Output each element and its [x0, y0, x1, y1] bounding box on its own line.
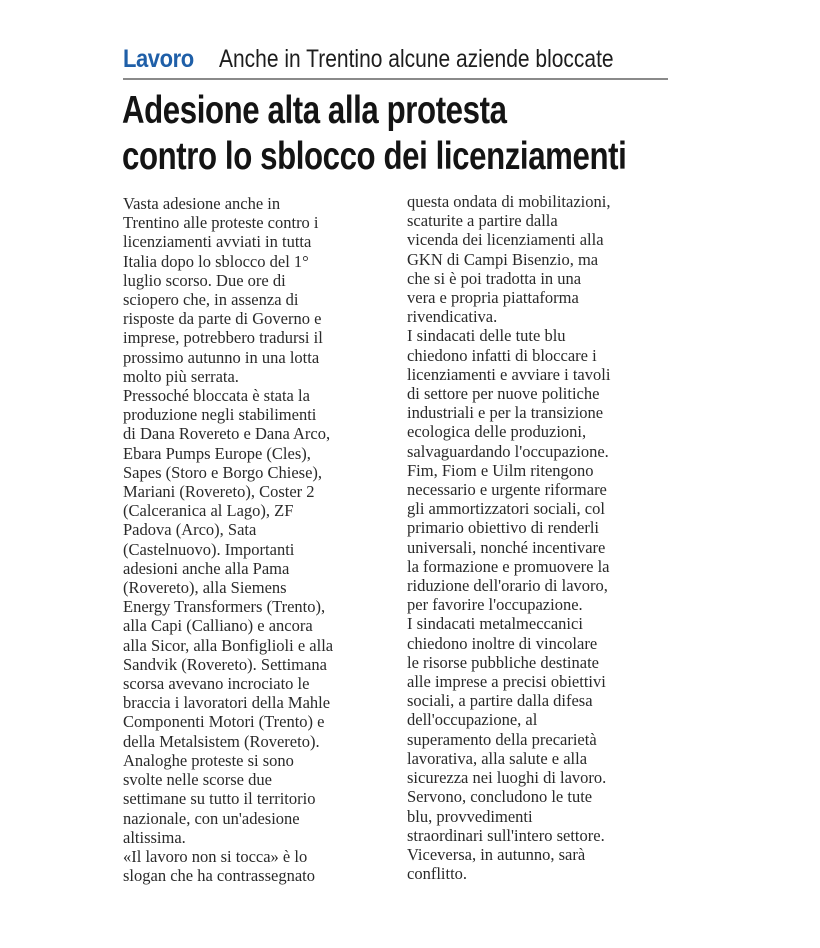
body-text-line: conflitto.	[407, 864, 468, 884]
body-text-line: (Calceranica al Lago), ZF	[123, 501, 294, 521]
body-text-line: svolte nelle scorse due	[123, 770, 272, 790]
body-text-line: Padova (Arco), Sata	[123, 520, 257, 540]
body-text-line: Vasta adesione anche in	[123, 194, 281, 213]
body-text-line: le risorse pubbliche destinate	[407, 652, 599, 672]
body-text-line: necessario e urgente riformare	[407, 480, 607, 500]
body-text-line: alle imprese a precisi obiettivi	[407, 672, 606, 692]
body-text-line: licenziamenti avviati in tutta	[123, 232, 312, 252]
body-text-line: Ebara Pumps Europe (Cles),	[123, 443, 311, 463]
body-text-line: I sindacati metalmeccanici	[407, 614, 583, 634]
body-text-line: questa ondata di mobilitazioni,	[407, 192, 611, 211]
body-text-line: luglio scorso. Due ore di	[123, 270, 286, 290]
body-text-line: Italia dopo lo sblocco del 1°	[123, 251, 309, 271]
body-text-line: imprese, potrebbero tradursi il	[123, 328, 323, 348]
body-text-line: di Dana Rovereto e Dana Arco,	[123, 424, 331, 444]
article-column-left	[123, 194, 393, 885]
body-text-line: alla Sicor, alla Bonfiglioli e alla	[123, 635, 334, 655]
body-text-line: settimane su tutto il territorio	[123, 789, 316, 809]
body-text-line: Trentino alle proteste contro i	[123, 213, 319, 233]
body-text-line: che si è poi tradotta in una	[407, 268, 582, 288]
body-text-line: straordinari sull'intero settore.	[407, 825, 605, 845]
body-text-line: salvaguardando l'occupazione.	[407, 441, 609, 461]
body-text-line: sicurezza nei luoghi di lavoro.	[407, 768, 607, 788]
body-text-line: la formazione e promuovere la	[407, 556, 610, 576]
article-column-right	[407, 192, 677, 883]
body-text-line: rivendicativa.	[407, 307, 498, 327]
body-text-line: primario obiettivo di renderli	[407, 518, 599, 538]
body-text-line: Componenti Motori (Trento) e	[123, 712, 325, 732]
body-text-line: scaturite a partire dalla	[407, 211, 558, 231]
body-text-line: Sandvik (Rovereto). Settimana	[123, 654, 327, 674]
body-text-line: della Metalsistem (Rovereto).	[123, 731, 320, 751]
body-text-line: dell'occupazione, al	[407, 710, 538, 730]
body-text-line: gli ammortizzatori sociali, col	[407, 499, 605, 519]
body-text-line: altissima.	[123, 827, 186, 847]
body-text-line: ecologica delle produzioni,	[407, 422, 587, 442]
body-text-line: (Castelnuovo). Importanti	[123, 539, 295, 559]
body-text-line: risposte da parte di Governo e	[123, 309, 322, 329]
body-text-line: braccia i lavoratori della Mahle	[123, 693, 331, 713]
body-text-line: (Rovereto), alla Siemens	[123, 578, 287, 598]
body-text-line: vicenda dei licenziamenti alla	[407, 230, 604, 250]
body-text-line: nazionale, con un'adesione	[123, 808, 300, 828]
body-text-line: vera e propria piattaforma	[407, 288, 579, 308]
body-text-line: prossimo autunno in una lotta	[123, 347, 320, 367]
body-text-line: GKN di Campi Bisenzio, ma	[407, 249, 599, 269]
article-headline	[122, 88, 682, 180]
body-text-line: di settore per nuove politiche	[407, 384, 600, 404]
body-text-line: Energy Transformers (Trento),	[123, 597, 326, 617]
body-text-line: superamento della precarietà	[407, 729, 597, 749]
body-text-line: universali, nonché incentivare	[407, 537, 606, 557]
kicker-bar	[123, 40, 668, 80]
body-text-line: Sapes (Storo e Borgo Chiese),	[123, 462, 323, 482]
body-text-line: chiedono inoltre di vincolare	[407, 633, 598, 653]
headline-line: Adesione alta alla protesta	[122, 89, 507, 132]
body-text-line: «Il lavoro non si tocca» è lo	[123, 846, 308, 866]
headline-line: contro lo sblocco dei licenziamenti	[122, 135, 627, 178]
body-text-line: adesioni anche alla Pama	[123, 558, 290, 578]
body-text-line: riduzione dell'orario di lavoro,	[407, 576, 608, 596]
body-text-line: per favorire l'occupazione.	[407, 595, 583, 615]
body-text-line: sociali, a partire dalla difesa	[407, 691, 593, 711]
body-text-line: lavorativa, alla salute e alla	[407, 748, 588, 768]
body-text-line: blu, provvedimenti	[407, 806, 533, 826]
body-text-line: I sindacati delle tute blu	[407, 326, 566, 346]
body-text-line: Mariani (Rovereto), Coster 2	[123, 482, 315, 502]
body-text-line: licenziamenti e avviare i tavoli	[407, 364, 611, 384]
body-text-line: chiedono infatti di bloccare i	[407, 345, 597, 365]
body-text-line: Fim, Fiom e Uilm ritengono	[407, 460, 594, 480]
section-label: Lavoro	[123, 44, 194, 73]
kicker-subtitle: Anche in Trentino alcune aziende bloccate	[219, 44, 614, 73]
body-text-line: molto più serrata.	[123, 366, 239, 386]
body-text-line: Pressoché bloccata è stata la	[123, 386, 310, 406]
body-text-line: industriali e per la transizione	[407, 403, 604, 423]
body-text-line: Servono, concludono le tute	[407, 787, 593, 807]
body-text-line: alla Capi (Calliano) e ancora	[123, 616, 313, 636]
body-text-line: Viceversa, in autunno, sarà	[407, 844, 586, 864]
body-text-line: sciopero che, in assenza di	[123, 290, 299, 310]
body-text-line: slogan che ha contrassegnato	[123, 866, 315, 886]
body-text-line: scorsa avevano incrociato le	[123, 674, 310, 694]
body-text-line: Analoghe proteste si sono	[123, 750, 294, 770]
body-text-line: produzione negli stabilimenti	[123, 405, 317, 425]
